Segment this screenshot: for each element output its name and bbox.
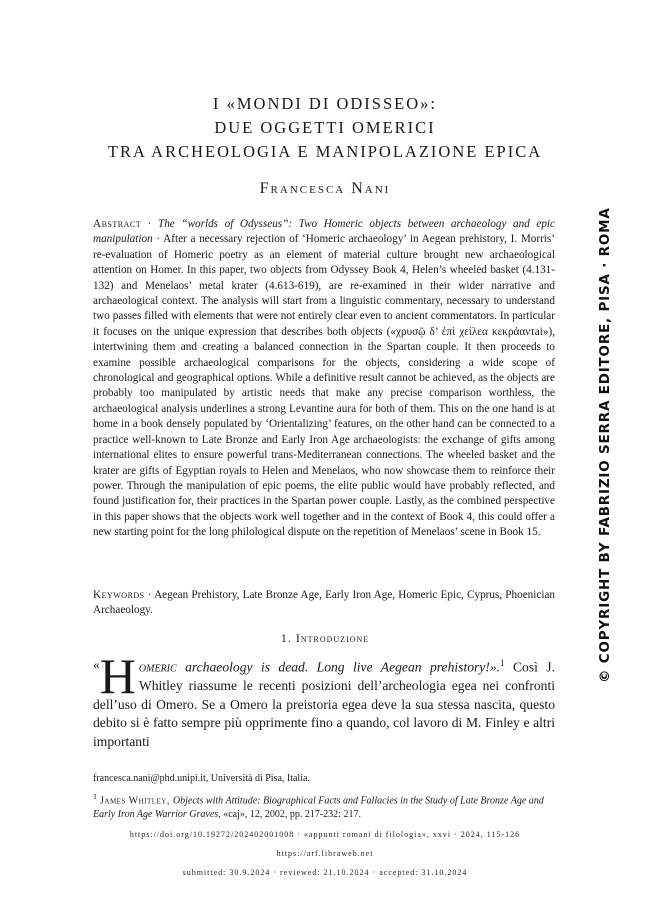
intro-paragraph — [93, 648, 555, 751]
intro-lead-smallcaps: omeric — [138, 659, 177, 675]
footnote-1-author: James Whitley, — [100, 795, 173, 807]
article-title — [0, 92, 650, 164]
footnotes — [93, 772, 555, 826]
abstract — [93, 217, 555, 541]
footer-url[interactable]: https://arf.libraweb.net — [276, 849, 374, 858]
abstract-separator: · — [141, 218, 158, 230]
keywords — [93, 588, 555, 619]
footnote-1-rest: , «caj», 12, 2002, pp. 217-232: 217. — [218, 809, 361, 821]
footnote-1 — [93, 790, 555, 822]
title-line-2: DUE OGGETTI OMERICI — [214, 118, 436, 137]
footnote-1-title: Objects with Attitude: Biographical Facts and Fallacies in the Study of Late Bronze Age and Early Iron Age Warrior Graves — [93, 795, 544, 821]
title-line-1: I «MONDI DI ODISSEO»: — [213, 94, 437, 113]
drop-cap: H — [99, 648, 136, 704]
footnote-1-number: 1 — [93, 792, 97, 801]
keywords-label: Keywords — [93, 589, 145, 601]
author-name: Francesca Nani — [259, 180, 391, 197]
intro-text: Così J. Whitley riassume le recenti posizioni dell’archeologia egea nei confronti dell’uso di Omero. Se a Omero la preistoria egea deve la sua stessa nascita, questo debito si è fatto sempre più opprimente fino a quando, col lavoro di M. Finley e altri importanti — [93, 659, 555, 749]
intro-lead-italic: archaeology is dead. Long live Aegean prehistory!». — [176, 659, 501, 675]
abstract-text: · After a necessary rejection of ‘Homeric archaeology’ in Aegean prehistory, I. Morris’ re-evaluation of Homeric poetry as an element of material culture brought new archaeological attention on Homer. In this paper, two objects from Odyssey Book 4, Helen’s wheeled basket (4.131-132) and Menelaos’ metal krater (4.613-619), are re-examined in their wider narrative and archaeological context. The analysis will start from a linguistic commentary, necessary to understand two passes filled with elements that were not entirely clear even to ancient commentators. In particular it focuses on the unique expression that describes both objects («χρυσῷ δ’ ἐπὶ χείλεα κεκράαντai»), intertwining them and creating a balanced connection in the Spartan couple. It then proceeds to examine possible archaeological comparisons for the objects, considering a wide scope of chronological and geographical options. While a definitive result cannot be achieved, as the objects are probably too manipulated by artistic needs that make any precise comparison worthless, the archaeological analysis underlines a strong Levantine aura for both of them. This on the one hand is at home in a book densely populated by ‘Orientalizing’ features, on the other hand can be connected to a practice well-known to Late Bronze and Early Iron Age archaeologists: the exchange of gifts among international elites to ensure powerful trans-Mediterranean connections. The wheeled basket and the krater are gifts of Egyptian royals to Helen and Menelaos, who now showcase them to reinforce their power. Through the manipulation of epic poems, the elite public would have probably reflected, and found justification for, their practices in the Spartan power couple. Lastly, as the combined perspective in this paper shows that the objects work well together and in the context of Book 4, this could offer a new starting point for the long philological dispute on the repetition of Menelaos’ scene in Book 15. — [93, 233, 555, 539]
title-line-3: TRA ARCHEOLOGIA E MANIPOLAZIONE EPICA — [107, 142, 543, 161]
footnote-ref-1[interactable]: 1 — [500, 658, 505, 668]
section-heading: 1. Introduzione — [280, 631, 370, 645]
footer-dates: submitted: 30.9.2024 · reviewed: 21.10.2024 · accepted: 31.10.2024 — [182, 868, 468, 877]
copyright-notice: © COPYRIGHT BY FABRIZIO SERRA EDITORE, PISA · ROMA — [597, 207, 613, 683]
abstract-label: Abstract — [93, 218, 142, 230]
intro-open-quote: « — [93, 657, 100, 672]
abstract-english-title: The “worlds of Odysseus”: Two Homeric objects between archaeology and epic manipulation — [93, 218, 555, 246]
footer-doi[interactable]: https://doi.org/10.19272/202402001008 · «appunti romani di filologia», xxvi · 2024, 115-126 — [129, 830, 521, 839]
author-affiliation: francesca.nani@phd.unipi.it, Università di Pisa, Italia. — [93, 773, 310, 784]
keywords-text: · Aegean Prehistory, Late Bronze Age, Early Iron Age, Homeric Epic, Cyprus, Phoenician Archaeology. — [93, 589, 555, 617]
